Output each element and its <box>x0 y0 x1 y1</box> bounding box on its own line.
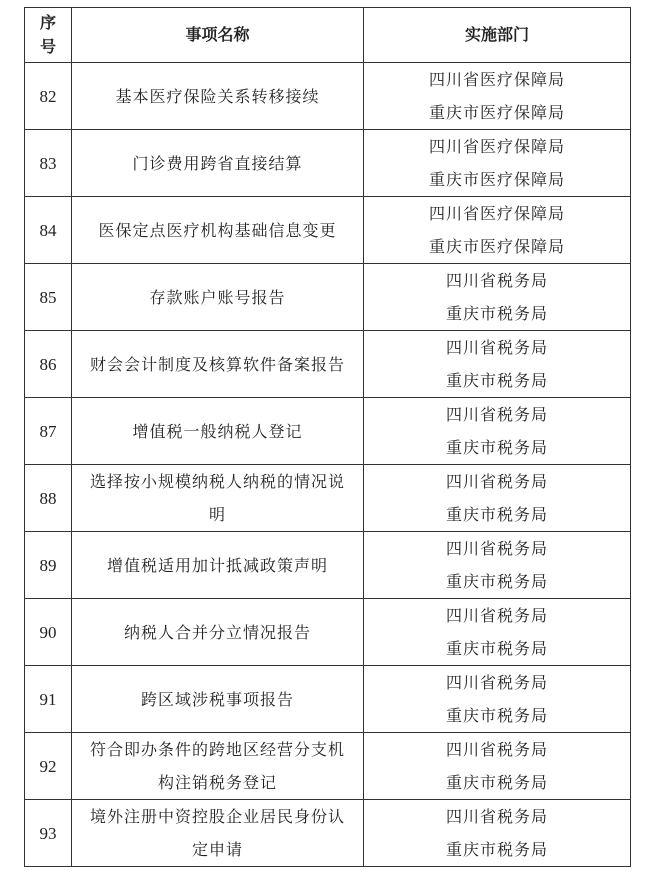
department-cell <box>364 733 631 800</box>
department-cell <box>364 800 631 867</box>
department-cell <box>364 465 631 532</box>
department-chongqing: 重庆市税务局 <box>445 438 548 457</box>
table-row <box>25 63 631 130</box>
matter-name: 跨区域涉税事项报告 <box>72 666 364 733</box>
header-no-text: 序号 <box>39 13 56 56</box>
department-cell <box>364 197 631 264</box>
row-number: 84 <box>25 197 72 264</box>
matter-name: 增值税一般纳税人登记 <box>72 398 364 465</box>
department-chongqing: 重庆市税务局 <box>445 505 548 524</box>
row-number: 91 <box>25 666 72 733</box>
matter-name: 选择按小规模纳税人纳税的情况说明 <box>72 465 364 532</box>
department-sichuan: 四川省医疗保障局 <box>428 204 565 223</box>
department-cell <box>364 532 631 599</box>
department-chongqing: 重庆市税务局 <box>445 706 548 725</box>
row-number: 83 <box>25 130 72 197</box>
department-cell <box>364 599 631 666</box>
matter-name: 境外注册中资控股企业居民身份认定申请 <box>72 800 364 867</box>
table-row <box>25 130 631 197</box>
department-chongqing: 重庆市税务局 <box>445 773 548 792</box>
department-sichuan: 四川省税务局 <box>445 539 548 558</box>
table-row <box>25 197 631 264</box>
department-chongqing: 重庆市税务局 <box>445 304 548 323</box>
department-chongqing: 重庆市医疗保障局 <box>428 170 565 189</box>
row-number: 90 <box>25 599 72 666</box>
row-number: 87 <box>25 398 72 465</box>
department-chongqing: 重庆市医疗保障局 <box>428 103 565 122</box>
header-dept: 实施部门 <box>364 8 631 63</box>
department-sichuan: 四川省税务局 <box>445 807 548 826</box>
row-number: 93 <box>25 800 72 867</box>
row-number: 85 <box>25 264 72 331</box>
matter-name: 存款账户账号报告 <box>72 264 364 331</box>
row-number: 82 <box>25 63 72 130</box>
department-cell <box>364 63 631 130</box>
table-row <box>25 465 631 532</box>
matters-table <box>24 7 631 867</box>
table-row <box>25 331 631 398</box>
department-sichuan: 四川省税务局 <box>445 673 548 692</box>
department-cell <box>364 398 631 465</box>
table-row <box>25 264 631 331</box>
matter-name: 纳税人合并分立情况报告 <box>72 599 364 666</box>
table-header <box>25 8 631 63</box>
table-row <box>25 800 631 867</box>
row-number: 86 <box>25 331 72 398</box>
table-row <box>25 733 631 800</box>
department-chongqing: 重庆市医疗保障局 <box>428 237 565 256</box>
row-number: 92 <box>25 733 72 800</box>
table-row <box>25 599 631 666</box>
header-no <box>25 8 72 63</box>
row-number: 89 <box>25 532 72 599</box>
department-chongqing: 重庆市税务局 <box>445 572 548 591</box>
matter-name: 基本医疗保险关系转移接续 <box>72 63 364 130</box>
department-cell <box>364 331 631 398</box>
department-cell <box>364 130 631 197</box>
row-number: 88 <box>25 465 72 532</box>
table-row <box>25 398 631 465</box>
department-sichuan: 四川省税务局 <box>445 740 548 759</box>
department-sichuan: 四川省税务局 <box>445 338 548 357</box>
matter-name: 符合即办条件的跨地区经营分支机构注销税务登记 <box>72 733 364 800</box>
table-row <box>25 532 631 599</box>
department-chongqing: 重庆市税务局 <box>445 371 548 390</box>
department-sichuan: 四川省税务局 <box>445 472 548 491</box>
header-name: 事项名称 <box>72 8 364 63</box>
department-sichuan: 四川省医疗保障局 <box>428 70 565 89</box>
department-chongqing: 重庆市税务局 <box>445 639 548 658</box>
department-sichuan: 四川省税务局 <box>445 606 548 625</box>
matter-name: 财会会计制度及核算软件备案报告 <box>72 331 364 398</box>
department-cell <box>364 264 631 331</box>
table-row <box>25 666 631 733</box>
matter-name: 增值税适用加计抵减政策声明 <box>72 532 364 599</box>
matter-name: 门诊费用跨省直接结算 <box>72 130 364 197</box>
department-sichuan: 四川省税务局 <box>445 271 548 290</box>
department-sichuan: 四川省医疗保障局 <box>428 137 565 156</box>
department-sichuan: 四川省税务局 <box>445 405 548 424</box>
department-cell <box>364 666 631 733</box>
matter-name: 医保定点医疗机构基础信息变更 <box>72 197 364 264</box>
department-chongqing: 重庆市税务局 <box>445 840 548 859</box>
